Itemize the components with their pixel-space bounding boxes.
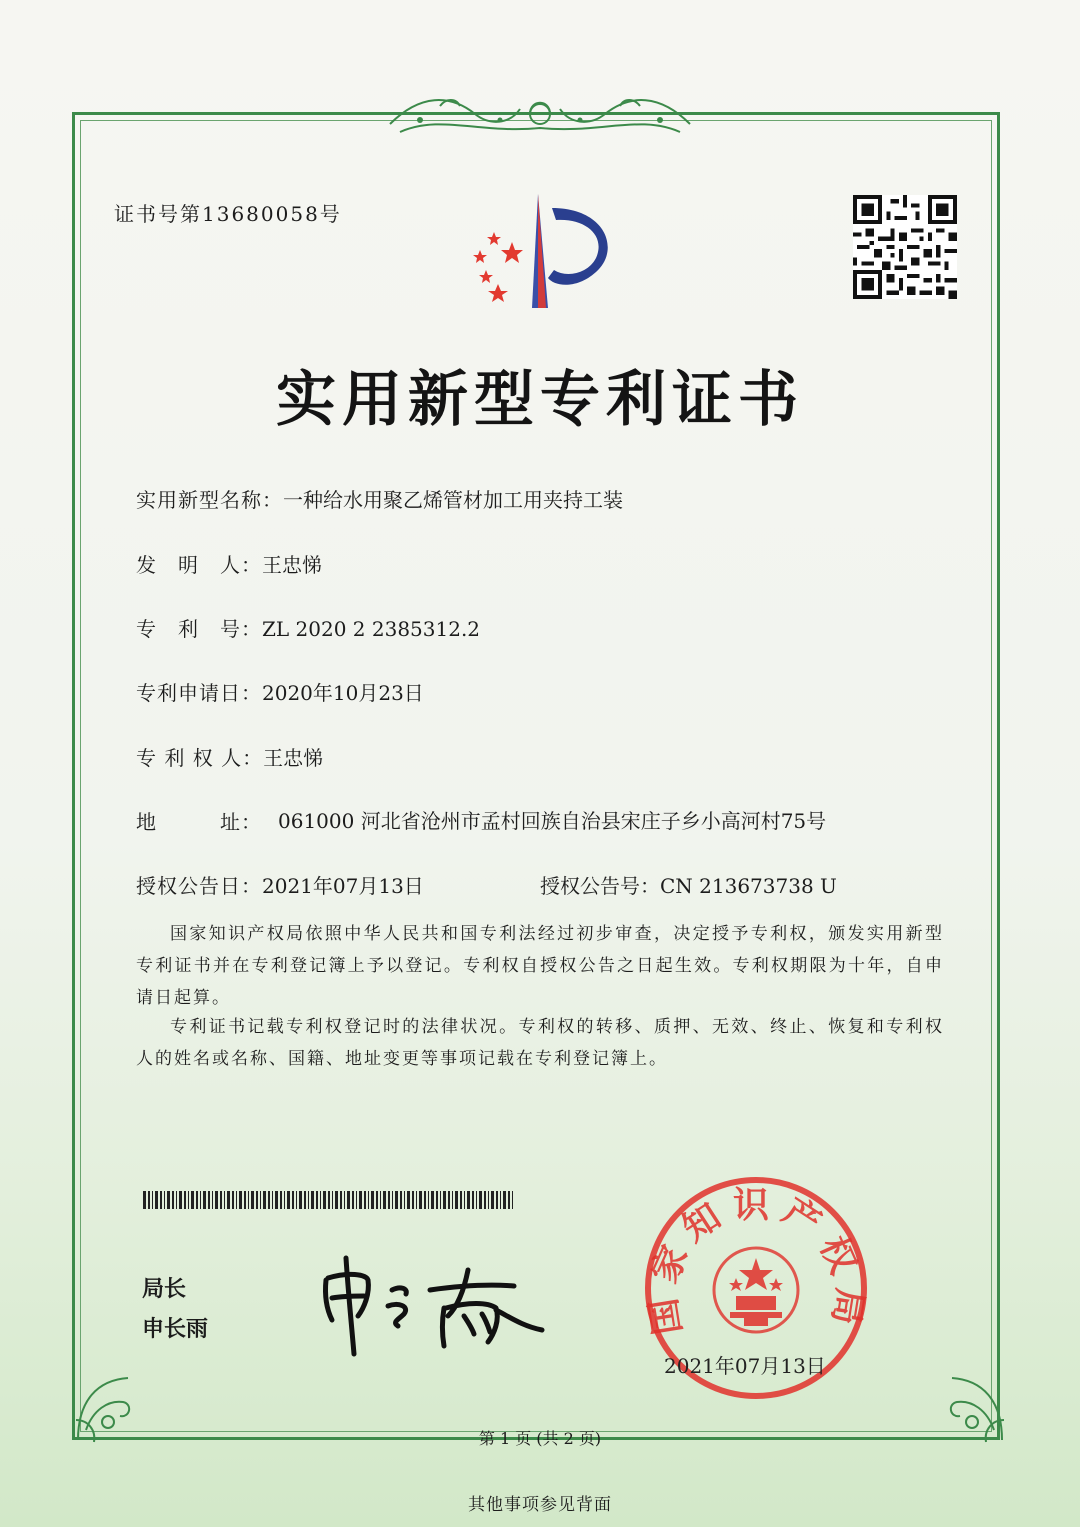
field-filing-date xyxy=(136,679,424,707)
field-value: 王忠悌 xyxy=(263,746,324,770)
certificate-number: 证书号第13680058号 xyxy=(114,202,342,226)
field-value: 2020年10月23日 xyxy=(262,681,424,705)
field-patent-number xyxy=(136,615,480,643)
back-side-note: 其他事项参见背面 xyxy=(468,1495,612,1515)
director-signature-icon xyxy=(318,1250,548,1360)
cnipa-emblem-icon xyxy=(456,190,626,315)
director-block xyxy=(142,1270,208,1350)
field-address xyxy=(136,808,262,836)
director-position: 局长 xyxy=(142,1277,187,1302)
field-label: 实用新型名称： xyxy=(136,488,283,512)
field-label: 专 利 号： xyxy=(136,617,262,641)
field-value: CN 213673738 U xyxy=(660,874,837,898)
field-label: 授权公告日： xyxy=(136,874,262,898)
field-inventor xyxy=(136,551,322,579)
field-value: 一种给水用聚乙烯管材加工用夹持工装 xyxy=(283,488,623,512)
field-grant-date xyxy=(136,872,424,900)
barcode-icon xyxy=(143,1191,518,1209)
field-label: 专 利 权 人： xyxy=(136,746,264,770)
address-value: 061000 河北省沧州市孟村回族自治县宋庄子乡小高河村75号 xyxy=(278,809,827,833)
field-value: ZL 2020 2 2385312.2 xyxy=(262,617,481,641)
director-name: 申长雨 xyxy=(142,1317,209,1342)
top-ornament-icon xyxy=(380,84,700,144)
field-label: 地 址： xyxy=(136,810,262,834)
field-label: 专利申请日： xyxy=(136,681,262,705)
field-label: 发 明 人： xyxy=(136,553,262,577)
field-utility-model-name xyxy=(136,486,623,514)
field-value: 王忠悌 xyxy=(262,553,322,577)
field-label: 授权公告号： xyxy=(540,874,660,898)
qr-code-icon xyxy=(853,195,957,299)
certificate-title: 实用新型专利证书 xyxy=(276,365,804,435)
body-paragraph-1: 国家知识产权局依照中华人民共和国专利法经过初步审查，决定授予专利权，颁发实用新型专利证书并在专利登记簿上予以登记。专利权自授权公告之日起生效。专利权期限为十年，自申请日起算。 xyxy=(136,924,944,1008)
field-patentee xyxy=(136,744,323,772)
body-paragraph-2: 专利证书记载专利权登记时的法律状况。专利权的转移、质押、无效、终止、恢复和专利权人的姓名或名称、国籍、地址变更等事项记载在专利登记簿上。 xyxy=(136,1017,944,1069)
field-grant-publication-number xyxy=(540,872,837,900)
page-indicator: 第 1 页 (共 2 页) xyxy=(478,1429,602,1448)
field-value: 2021年07月13日 xyxy=(262,874,424,898)
seal-date: 2021年07月13日 xyxy=(664,1354,826,1378)
svg-text:国家知识产权局: 国家知识产权局 xyxy=(640,1184,872,1338)
